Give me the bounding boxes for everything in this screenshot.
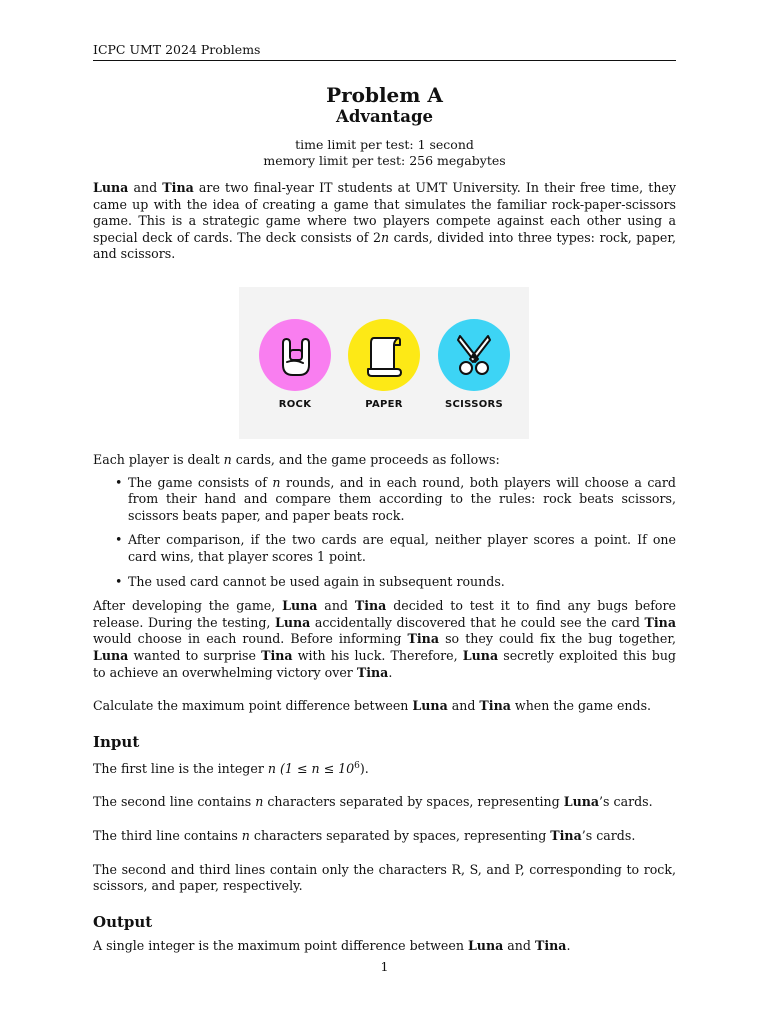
text: A single integer is the maximum point difference between [93, 937, 468, 953]
text: ’s cards. [581, 828, 636, 844]
text: when the game ends. [510, 698, 652, 714]
rock-hand-icon [259, 319, 331, 391]
math-var: n [380, 229, 390, 245]
paper-label: PAPER [365, 398, 403, 410]
input-line-3 [93, 828, 676, 845]
math-var: n [241, 828, 250, 844]
text: ’s cards. [599, 794, 653, 810]
problem-page [93, 0, 676, 1024]
text: The used card cannot be used again in subsequent rounds. [128, 573, 505, 589]
text: cards, and the game proceeds as follows: [231, 451, 500, 467]
text: and [503, 937, 535, 953]
text: ). [359, 760, 369, 776]
math-var: n [272, 474, 281, 490]
list-item [115, 474, 676, 525]
text: After developing the game, [93, 598, 283, 614]
name-luna: Luna [563, 794, 600, 810]
name-tina: Tina [534, 937, 567, 953]
name-luna: Luna [412, 698, 448, 714]
running-header: ICPC UMT 2024 Problems [93, 42, 676, 61]
name-tina: Tina [354, 598, 387, 614]
math-var: n [255, 794, 264, 810]
name-luna: Luna [282, 598, 318, 614]
paper-circle [348, 319, 420, 391]
output-line [93, 938, 676, 955]
text: accidentally discovered that he could see the card [310, 614, 645, 630]
name-luna: Luna [274, 614, 311, 630]
text: The third line contains [93, 828, 242, 844]
math-expr: n (1 ≤ n ≤ 10 [267, 760, 355, 776]
input-line-2 [93, 794, 676, 811]
text: wanted to surprise [128, 647, 262, 663]
rps-figure [239, 287, 529, 439]
text: . [566, 937, 571, 953]
page-number: 1 [380, 959, 389, 974]
problem-title: Problem A [326, 83, 443, 107]
rock-label: ROCK [278, 398, 312, 410]
intro-paragraph [93, 180, 676, 263]
rock-circle [259, 319, 331, 391]
name-tina: Tina [550, 828, 582, 844]
memory-limit: memory limit per test: 256 megabytes [263, 152, 506, 168]
text: rounds, and in each round, both players will choose a card from their hand and compare them according to the rules: rock beats scissors, scissors beats paper, and paper beats rock. [128, 474, 676, 523]
statement [93, 180, 676, 954]
text: and [447, 698, 480, 714]
name-tina: Tina [261, 647, 293, 663]
task-paragraph [93, 698, 676, 715]
rules-list [93, 475, 676, 591]
deal-paragraph [93, 452, 676, 469]
text: Each player is dealt [93, 451, 224, 467]
math-var: n [223, 451, 232, 467]
name-tina: Tina [644, 614, 676, 630]
text: would choose in each round. Before informing [93, 631, 408, 647]
name-tina: Tina [356, 664, 389, 680]
output-heading: Output [93, 912, 153, 931]
name-luna: Luna [462, 647, 499, 663]
scissors-circle [438, 319, 510, 391]
text: . [388, 664, 393, 680]
name-tina: Tina [162, 180, 194, 195]
title-block [93, 83, 676, 168]
text: cards, divided into three types: rock, paper, and scissors. [93, 229, 676, 262]
time-limit: time limit per test: 1 second [295, 137, 474, 152]
limits [93, 137, 676, 168]
input-heading: Input [93, 732, 140, 751]
text: secretly exploited this bug to achieve an overwhelming victory over [93, 647, 676, 680]
text: After comparison, if the two cards are equal, neither player scores a point. If one card wins, that player scores 1 point. [128, 532, 676, 564]
text: with his luck. Therefore, [292, 647, 463, 663]
problem-name: Advantage [336, 107, 433, 126]
text: The first line is the integer [93, 760, 268, 776]
text: and [128, 180, 163, 195]
story-paragraph [93, 598, 676, 681]
bullet: • [115, 474, 123, 490]
text: are two final-year IT students at UMT University. In their free time, they came up with the idea of creating a game that simulates the familiar rock-paper-scissors game. This is a strategic game where two players compete against each other using a special deck of cards. The deck consists of 2 [93, 180, 676, 245]
scissors-label: SCISSORS [444, 398, 504, 410]
name-luna: Luna [93, 647, 129, 663]
scissors-icon [438, 319, 510, 391]
name-tina: Tina [407, 631, 439, 647]
text: and [317, 598, 355, 614]
bullet: • [115, 532, 123, 548]
input-line-1 [93, 758, 676, 778]
paper-scroll-icon [348, 319, 420, 391]
text: Calculate the maximum point difference between [93, 698, 413, 714]
name-luna: Luna [93, 180, 129, 195]
name-tina: Tina [479, 698, 511, 714]
text: The second line contains [93, 794, 256, 810]
input-line-4: The second and third lines contain only the characters R, S, and P, corresponding to rock, scissors, and paper, respectively. [93, 861, 676, 894]
math-sup: 6 [354, 760, 360, 771]
name-luna: Luna [467, 937, 504, 953]
text: The game consists of [128, 474, 273, 490]
text: characters separated by spaces, representing [249, 828, 551, 844]
list-item [115, 532, 676, 565]
text: characters separated by spaces, representing [263, 794, 564, 810]
text: decided to test it to find any bugs before release. During the testing, [93, 598, 676, 630]
bullet: • [115, 573, 123, 589]
list-item [115, 573, 676, 591]
text: so they could fix the bug together, [439, 631, 676, 647]
